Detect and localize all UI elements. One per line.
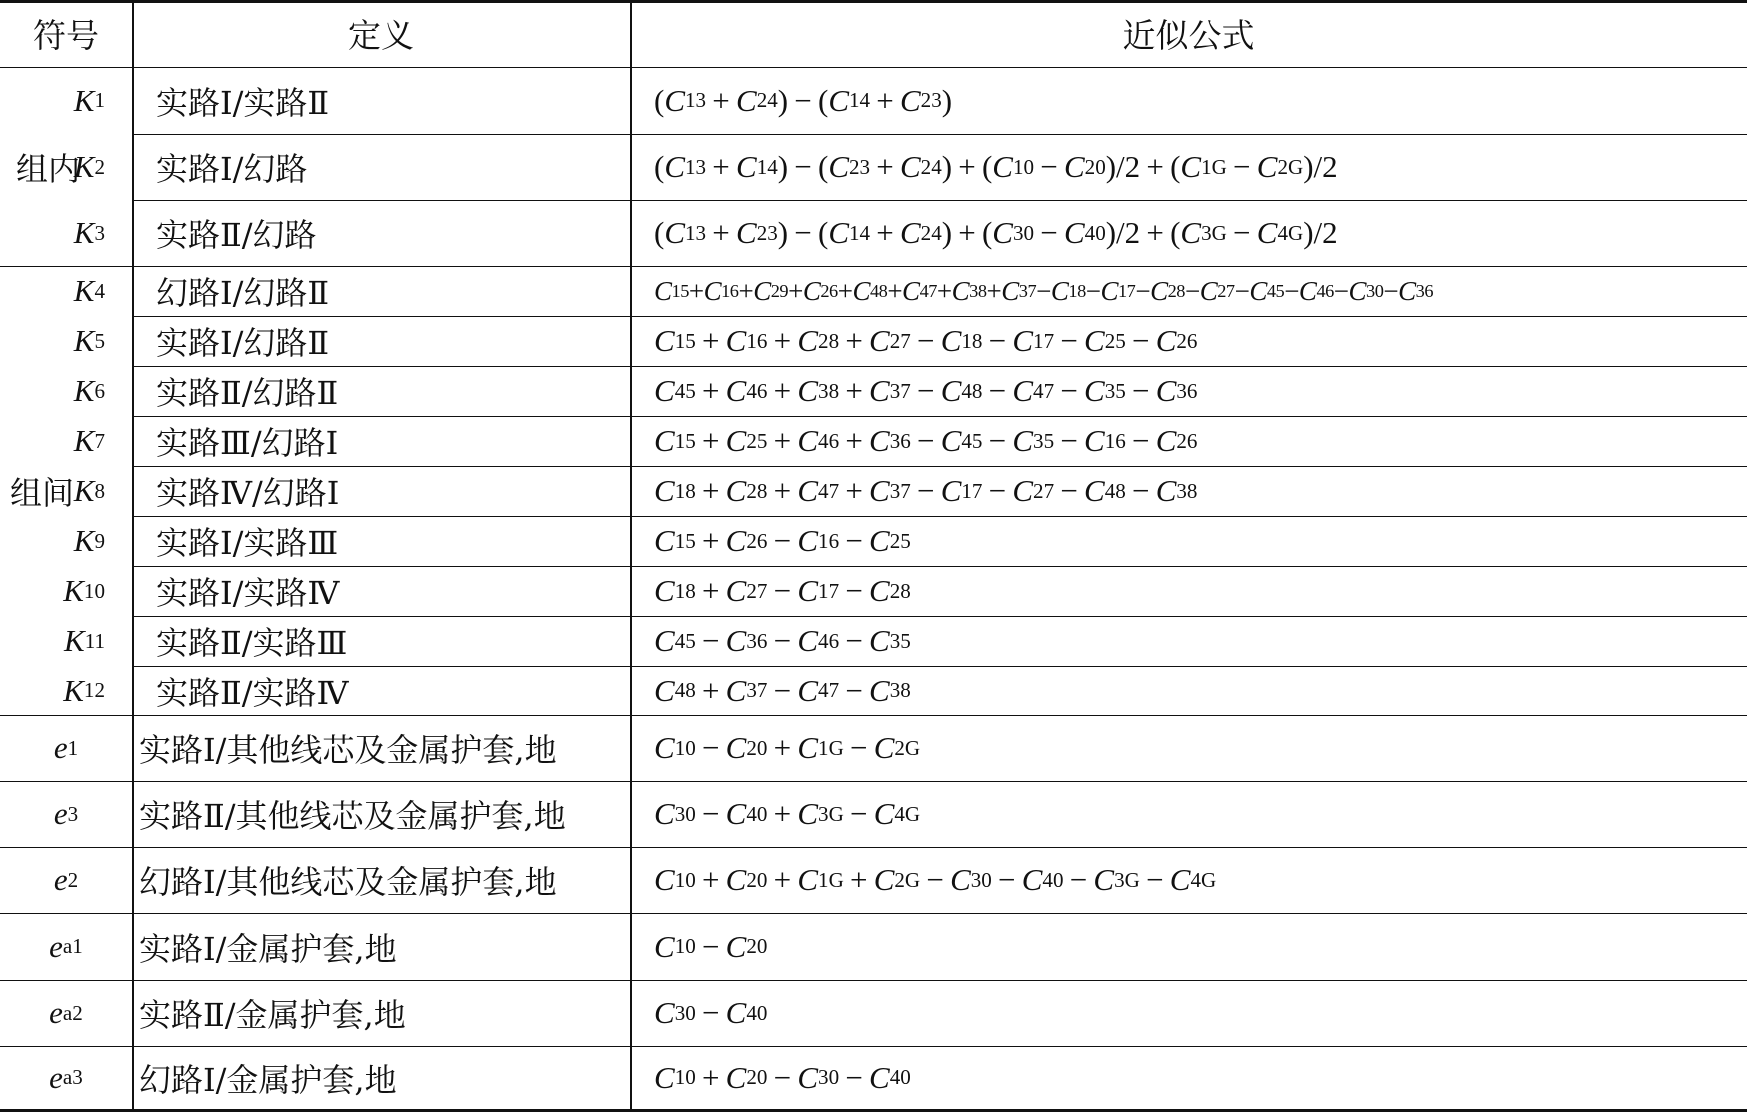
definition-cell: 幻路Ⅰ/金属护套,地 [139, 1060, 397, 1099]
symbol-cell: e 3 [53, 796, 79, 831]
symbol-cell: K 5 [73, 323, 105, 358]
group-label-intra: 组内 [16, 150, 81, 188]
definition-cell: 实路Ⅰ/幻路Ⅱ [156, 324, 330, 362]
symbol-cell: K 11 [64, 623, 105, 658]
symbol-cell: e a1 [49, 928, 83, 964]
row-rule [132, 516, 1747, 517]
formula-cell: C 30 − C 40 [654, 995, 768, 1030]
definition-cell: 实路Ⅰ/其他线芯及金属护套,地 [139, 731, 557, 769]
definition-cell: 实路Ⅳ/幻路Ⅰ [156, 474, 340, 512]
symbol-cell: K 9 [73, 523, 105, 558]
definition-cell: 幻路Ⅰ/其他线芯及金属护套,地 [139, 863, 557, 901]
header-formula: 近似公式 [1122, 16, 1255, 55]
symbol-cell: K 8 [73, 473, 105, 508]
row-rule [132, 566, 1747, 567]
formula-cell: C 15 + C 25 + C 46 + C 36 − C 45 − C 35 − C 16 − C 26 [654, 423, 1198, 458]
definition-cell: 实路Ⅰ/实路Ⅲ [156, 524, 339, 562]
formula-cell: ( C 13 + C 14 ) − ( C 23 + C 24 ) + ( C 10 − C 20 )/2 + ( C 1G − C 2G )/2 [654, 149, 1338, 184]
definition-cell: 实路Ⅰ/实路Ⅳ [156, 574, 340, 612]
formula-cell: C 18 + C 27 − C 17 − C 28 [654, 573, 911, 608]
symbol-cell: K 12 [63, 672, 105, 708]
symbol-cell: K 4 [73, 273, 105, 308]
symbol-cell: K 7 [73, 423, 105, 458]
definition-cell: 实路Ⅱ/幻路 [156, 216, 317, 254]
symbol-cell: K 6 [73, 373, 105, 408]
formula-cell: ( C 13 + C 24 ) − ( C 14 + C 23 ) [654, 82, 953, 118]
symbol-cell: e 1 [53, 730, 79, 765]
definition-cell: 实路Ⅰ/金属护套,地 [139, 929, 397, 968]
formula-cell: C 45 + C 46 + C 38 + C 37 − C 48 − C 47 − C 35 − C 36 [654, 373, 1198, 408]
header-definition: 定义 [348, 16, 414, 55]
definition-cell: 实路Ⅰ/幻路 [156, 150, 308, 188]
formula-cell: C 15 + C 16 + C 29 + C 26 + C 48 + C 47 + C 38 + C 37 − C 18 − C 17 − C 28 − C 27 − C 45 − C 46 − C 30 − C 36 [654, 275, 1434, 306]
definition-cell: 实路Ⅱ/幻路Ⅱ [156, 374, 339, 412]
definition-cell: 实路Ⅰ/实路Ⅱ [156, 83, 330, 122]
formula-cell: C 10 + C 20 − C 30 − C 40 [654, 1059, 911, 1095]
definition-cell: 实路Ⅲ/幻路Ⅰ [156, 424, 339, 462]
row-rule [132, 666, 1747, 667]
formula-cell: C 10 + C 20 + C 1G + C 2G − C 30 − C 40 − C 3G − C 4G [654, 862, 1217, 897]
symbol-cell: K 10 [63, 573, 105, 608]
symbol-cell: e a3 [49, 1059, 83, 1095]
symbol-cell: K 3 [73, 215, 105, 250]
definition-cell: 幻路Ⅰ/幻路Ⅱ [156, 274, 330, 312]
formula-cell: C 30 − C 40 + C 3G − C 4G [654, 796, 921, 831]
symbol-cell: K 1 [73, 82, 105, 118]
formula-cell: ( C 13 + C 23 ) − ( C 14 + C 24 ) + ( C 30 − C 40 )/2 + ( C 3G − C 4G )/2 [654, 215, 1338, 250]
definition-cell: 实路Ⅱ/其他线芯及金属护套,地 [139, 797, 566, 835]
table-bottom-rule [0, 1109, 1747, 1112]
row-rule [132, 616, 1747, 617]
symbol-cell: e 2 [53, 862, 79, 897]
formula-cell: C 15 + C 26 − C 16 − C 25 [654, 523, 911, 558]
formula-cell: C 15 + C 16 + C 28 + C 27 − C 18 − C 17 − C 25 − C 26 [654, 323, 1198, 358]
formula-cell: C 45 − C 36 − C 46 − C 35 [654, 623, 911, 658]
symbol-cell: K 2 [73, 149, 105, 184]
header-symbol: 符号 [33, 16, 99, 55]
column-divider [132, 0, 134, 1112]
definition-cell: 实路Ⅱ/实路Ⅳ [156, 673, 349, 712]
definition-cell: 实路Ⅱ/金属护套,地 [139, 996, 406, 1034]
formula-cell: C 10 − C 20 + C 1G − C 2G [654, 730, 921, 765]
symbol-cell: e a2 [49, 995, 83, 1030]
column-divider [630, 0, 632, 1112]
group-label-inter: 组间 [10, 474, 75, 512]
definition-cell: 实路Ⅱ/实路Ⅲ [156, 624, 348, 662]
formula-cell: C 18 + C 28 + C 47 + C 37 − C 17 − C 27 − C 48 − C 38 [654, 473, 1198, 508]
formula-cell: C 48 + C 37 − C 47 − C 38 [654, 672, 911, 708]
formula-cell: C 10 − C 20 [654, 928, 768, 964]
